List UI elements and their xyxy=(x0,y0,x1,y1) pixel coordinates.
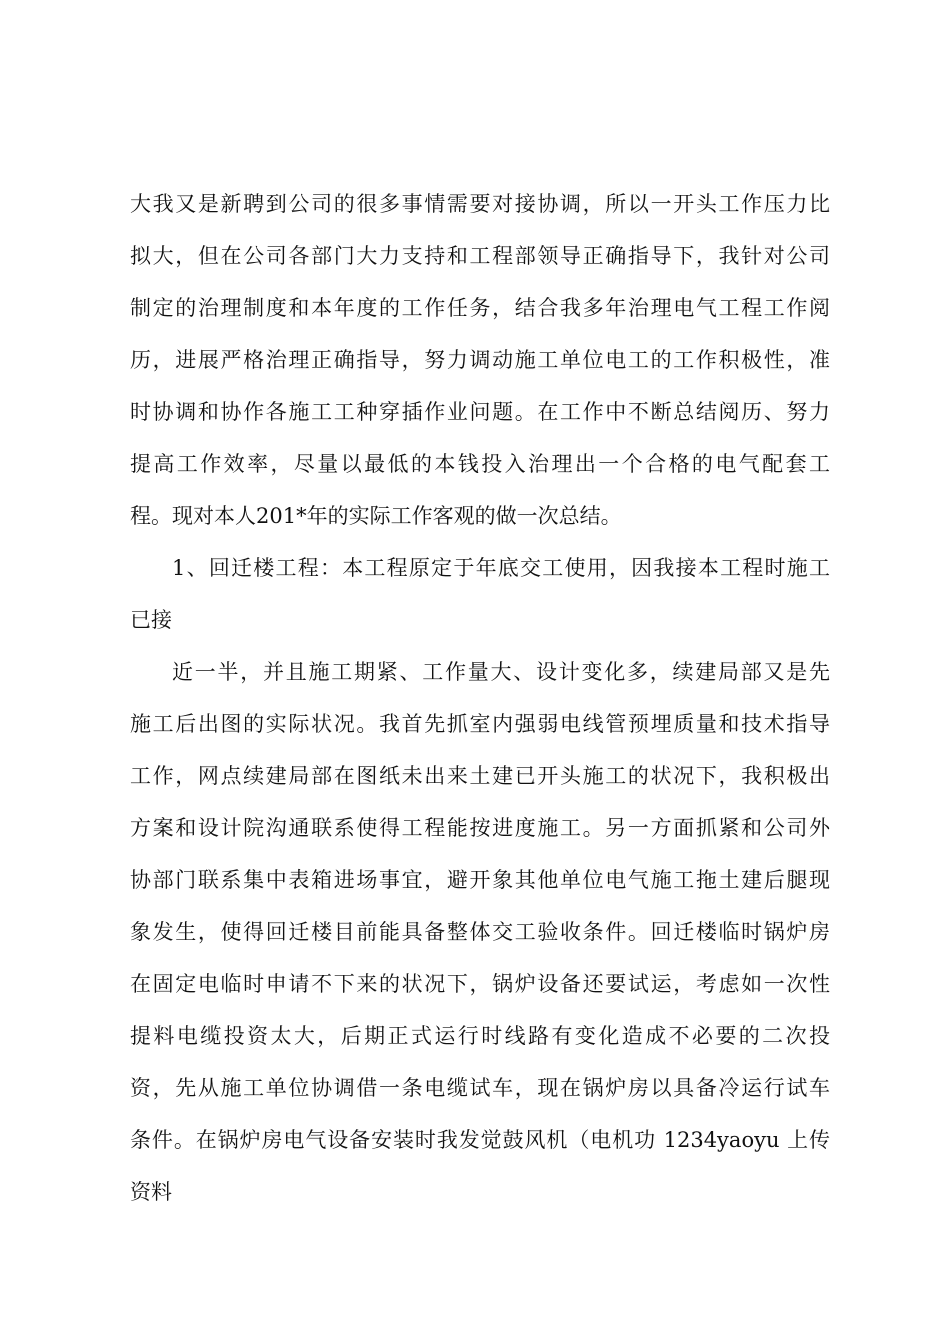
text-line: 象发生，使得回迁楼目前能具备整体交工验收条件。回迁楼临时锅炉房 xyxy=(130,920,830,944)
text-line: 时协调和协作各施工工种穿插作业问题。在工作中不断总结阅历、努力 xyxy=(130,400,830,424)
text-line: 资，先从施工单位协调借一条电缆试车，现在锅炉房以具备冷运行试车 xyxy=(130,1076,830,1100)
text-line: 已接 xyxy=(130,608,172,632)
text-line: 大我又是新聘到公司的很多事情需要对接协调，所以一开头工作压力比 xyxy=(130,192,830,216)
section-heading-line: 1、回迁楼工程：本工程原定于年底交工使用，因我接本工程时施工 xyxy=(172,556,830,580)
text-line: 历，进展严格治理正确指导，努力调动施工单位电工的工作积极性，准 xyxy=(130,348,830,372)
text-line: 施工后出图的实际状况。我首先抓室内强弱电线管预埋质量和技术指导 xyxy=(130,712,830,736)
text-line: 在固定电临时申请不下来的状况下，锅炉设备还要试运，考虑如一次性 xyxy=(130,972,830,996)
text-line: 工作，网点续建局部在图纸未出来土建已开头施工的状况下，我积极出 xyxy=(130,764,830,788)
text-line: 提高工作效率，尽量以最低的本钱投入治理出一个合格的电气配套工 xyxy=(130,452,830,476)
paragraph-start-line: 近一半，并且施工期紧、工作量大、设计变化多，续建局部又是先 xyxy=(172,660,830,684)
text-line: 拟大，但在公司各部门大力支持和工程部领导正确指导下，我针对公司 xyxy=(130,244,830,268)
text-line: 制定的治理制度和本年度的工作任务，结合我多年治理电气工程工作阅 xyxy=(130,296,830,320)
text-line: 提料电缆投资太大，后期正式运行时线路有变化造成不必要的二次投 xyxy=(130,1024,830,1048)
text-line: 程。现对本人201*年的实际工作客观的做一次总结。 xyxy=(130,504,622,528)
text-line: 方案和设计院沟通联系使得工程能按进度施工。另一方面抓紧和公司外 xyxy=(130,816,830,840)
text-line: 资料 xyxy=(130,1180,172,1204)
text-line: 条件。在锅炉房电气设备安装时我发觉鼓风机（电机功 1234yaoyu 上传 xyxy=(130,1128,830,1152)
text-line: 协部门联系集中表箱进场事宜，避开象其他单位电气施工拖土建后腿现 xyxy=(130,868,830,892)
document-body xyxy=(130,178,830,1218)
